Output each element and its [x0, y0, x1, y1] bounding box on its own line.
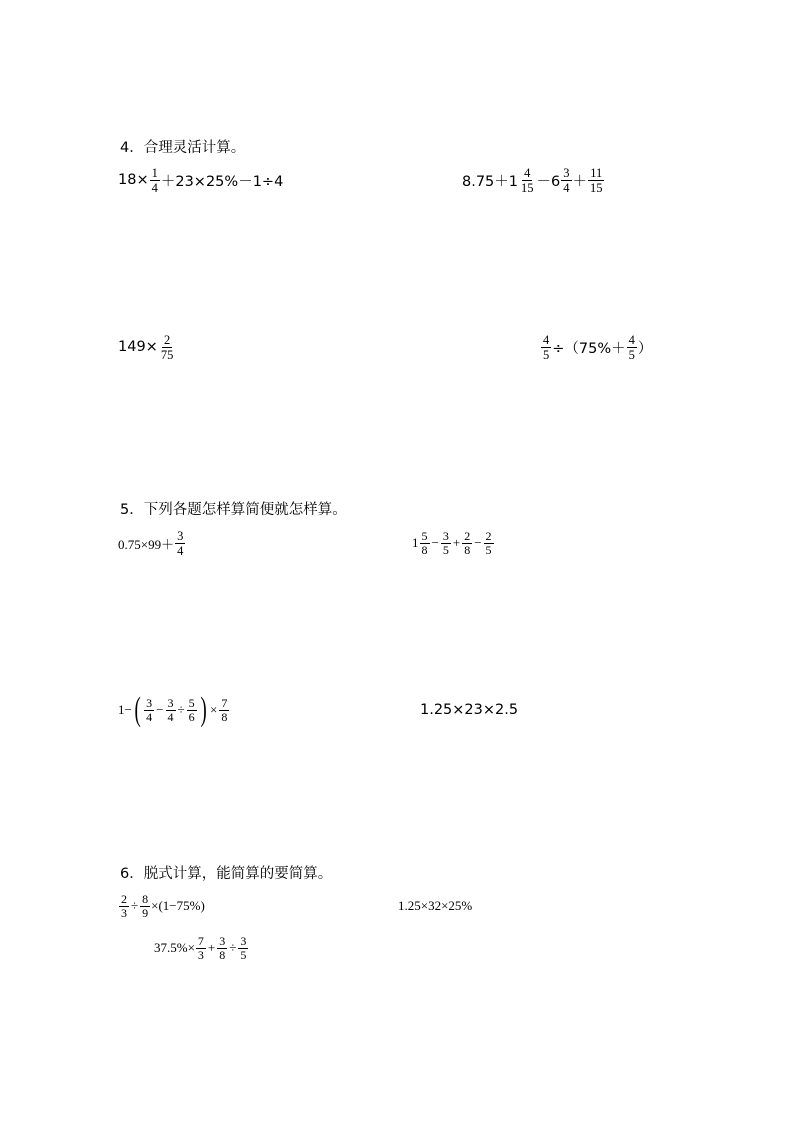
operator: + [207, 940, 216, 955]
problem-text: 8.75＋1 [462, 173, 519, 190]
problem-text: 37.5%× [154, 940, 195, 955]
operator: − [431, 535, 439, 550]
fraction: $\frac{4}{15}$ [521, 165, 534, 195]
problem-text: 18× [118, 172, 149, 188]
problem-text: －6 [536, 173, 561, 190]
operator: − [474, 535, 482, 550]
operator: × [209, 702, 218, 717]
fraction: $\frac{2}{5}$ [485, 528, 492, 557]
fraction: $\frac{4}{5}$ [543, 332, 550, 362]
problem-4-3 [118, 329, 176, 365]
operator: ÷ [229, 940, 237, 955]
fraction: $\frac{3}{5}$ [442, 528, 449, 557]
fraction: $\frac{7}{8}$ [221, 695, 228, 724]
section-6-title: 6．脱式计算，能简算的要简算。 [120, 866, 333, 882]
fraction: $\frac{2}{3}$ [121, 891, 127, 920]
right-paren: ) [200, 691, 207, 728]
fraction: $\frac{7}{3}$ [197, 933, 204, 962]
problem-text: 1− [118, 702, 132, 717]
fraction: $\frac{2}{75}$ [160, 332, 174, 362]
fraction: $\frac{3}{4}$ [167, 695, 174, 724]
problem-4-2 [462, 162, 606, 198]
fraction: $\frac{5}{8}$ [421, 528, 428, 557]
problem-4-1 [118, 162, 283, 198]
problem-text: ÷（75%＋ [552, 340, 626, 357]
operator: − [156, 702, 164, 717]
section-4-title: 4．合理灵活计算。 [120, 140, 246, 156]
problem-text: ×(1−75%) [151, 898, 205, 913]
problem-4-4 [540, 329, 652, 365]
fraction: $\frac{3}{4}$ [177, 528, 184, 558]
fraction: $\frac{3}{5}$ [240, 933, 247, 962]
problem-text: 1.25×32×25% [398, 898, 473, 913]
problem-text: ） [637, 340, 653, 357]
fraction: $\frac{2}{8}$ [464, 528, 471, 557]
problem-text: 1 [412, 535, 419, 550]
problem-text: ＋ [572, 173, 587, 190]
fraction: $\frac{11}{15}$ [590, 165, 603, 195]
fraction: $\frac{8}{9}$ [142, 891, 149, 920]
fraction: $\frac{3}{4}$ [146, 695, 153, 724]
operator: ÷ [131, 898, 139, 913]
problem-5-1 [118, 525, 186, 561]
problem-6-3 [154, 930, 249, 966]
left-paren: ( [134, 691, 141, 728]
fraction: $\frac{4}{5}$ [628, 332, 635, 362]
problem-text: ＋23×25%－1÷4 [160, 173, 284, 190]
problem-5-3 [118, 692, 230, 728]
problem-5-2 [412, 525, 495, 561]
operator: + [452, 535, 461, 550]
problem-text: 149× [118, 339, 158, 355]
problem-6-2 [398, 888, 472, 924]
fraction: $\frac{1}{4}$ [151, 165, 158, 195]
problem-text: 1.25×23×2.5 [420, 702, 519, 718]
fraction: $\frac{5}{6}$ [188, 695, 195, 724]
section-5-title: 5．下列各题怎样算简便就怎样算。 [120, 502, 347, 518]
operator: ÷ [177, 702, 185, 717]
fraction: $\frac{3}{8}$ [219, 933, 226, 962]
problem-6-1 [118, 888, 205, 924]
fraction: $\frac{3}{4}$ [563, 165, 570, 195]
problem-5-4 [420, 692, 518, 728]
problem-text: 0.75×99＋ [118, 536, 175, 552]
